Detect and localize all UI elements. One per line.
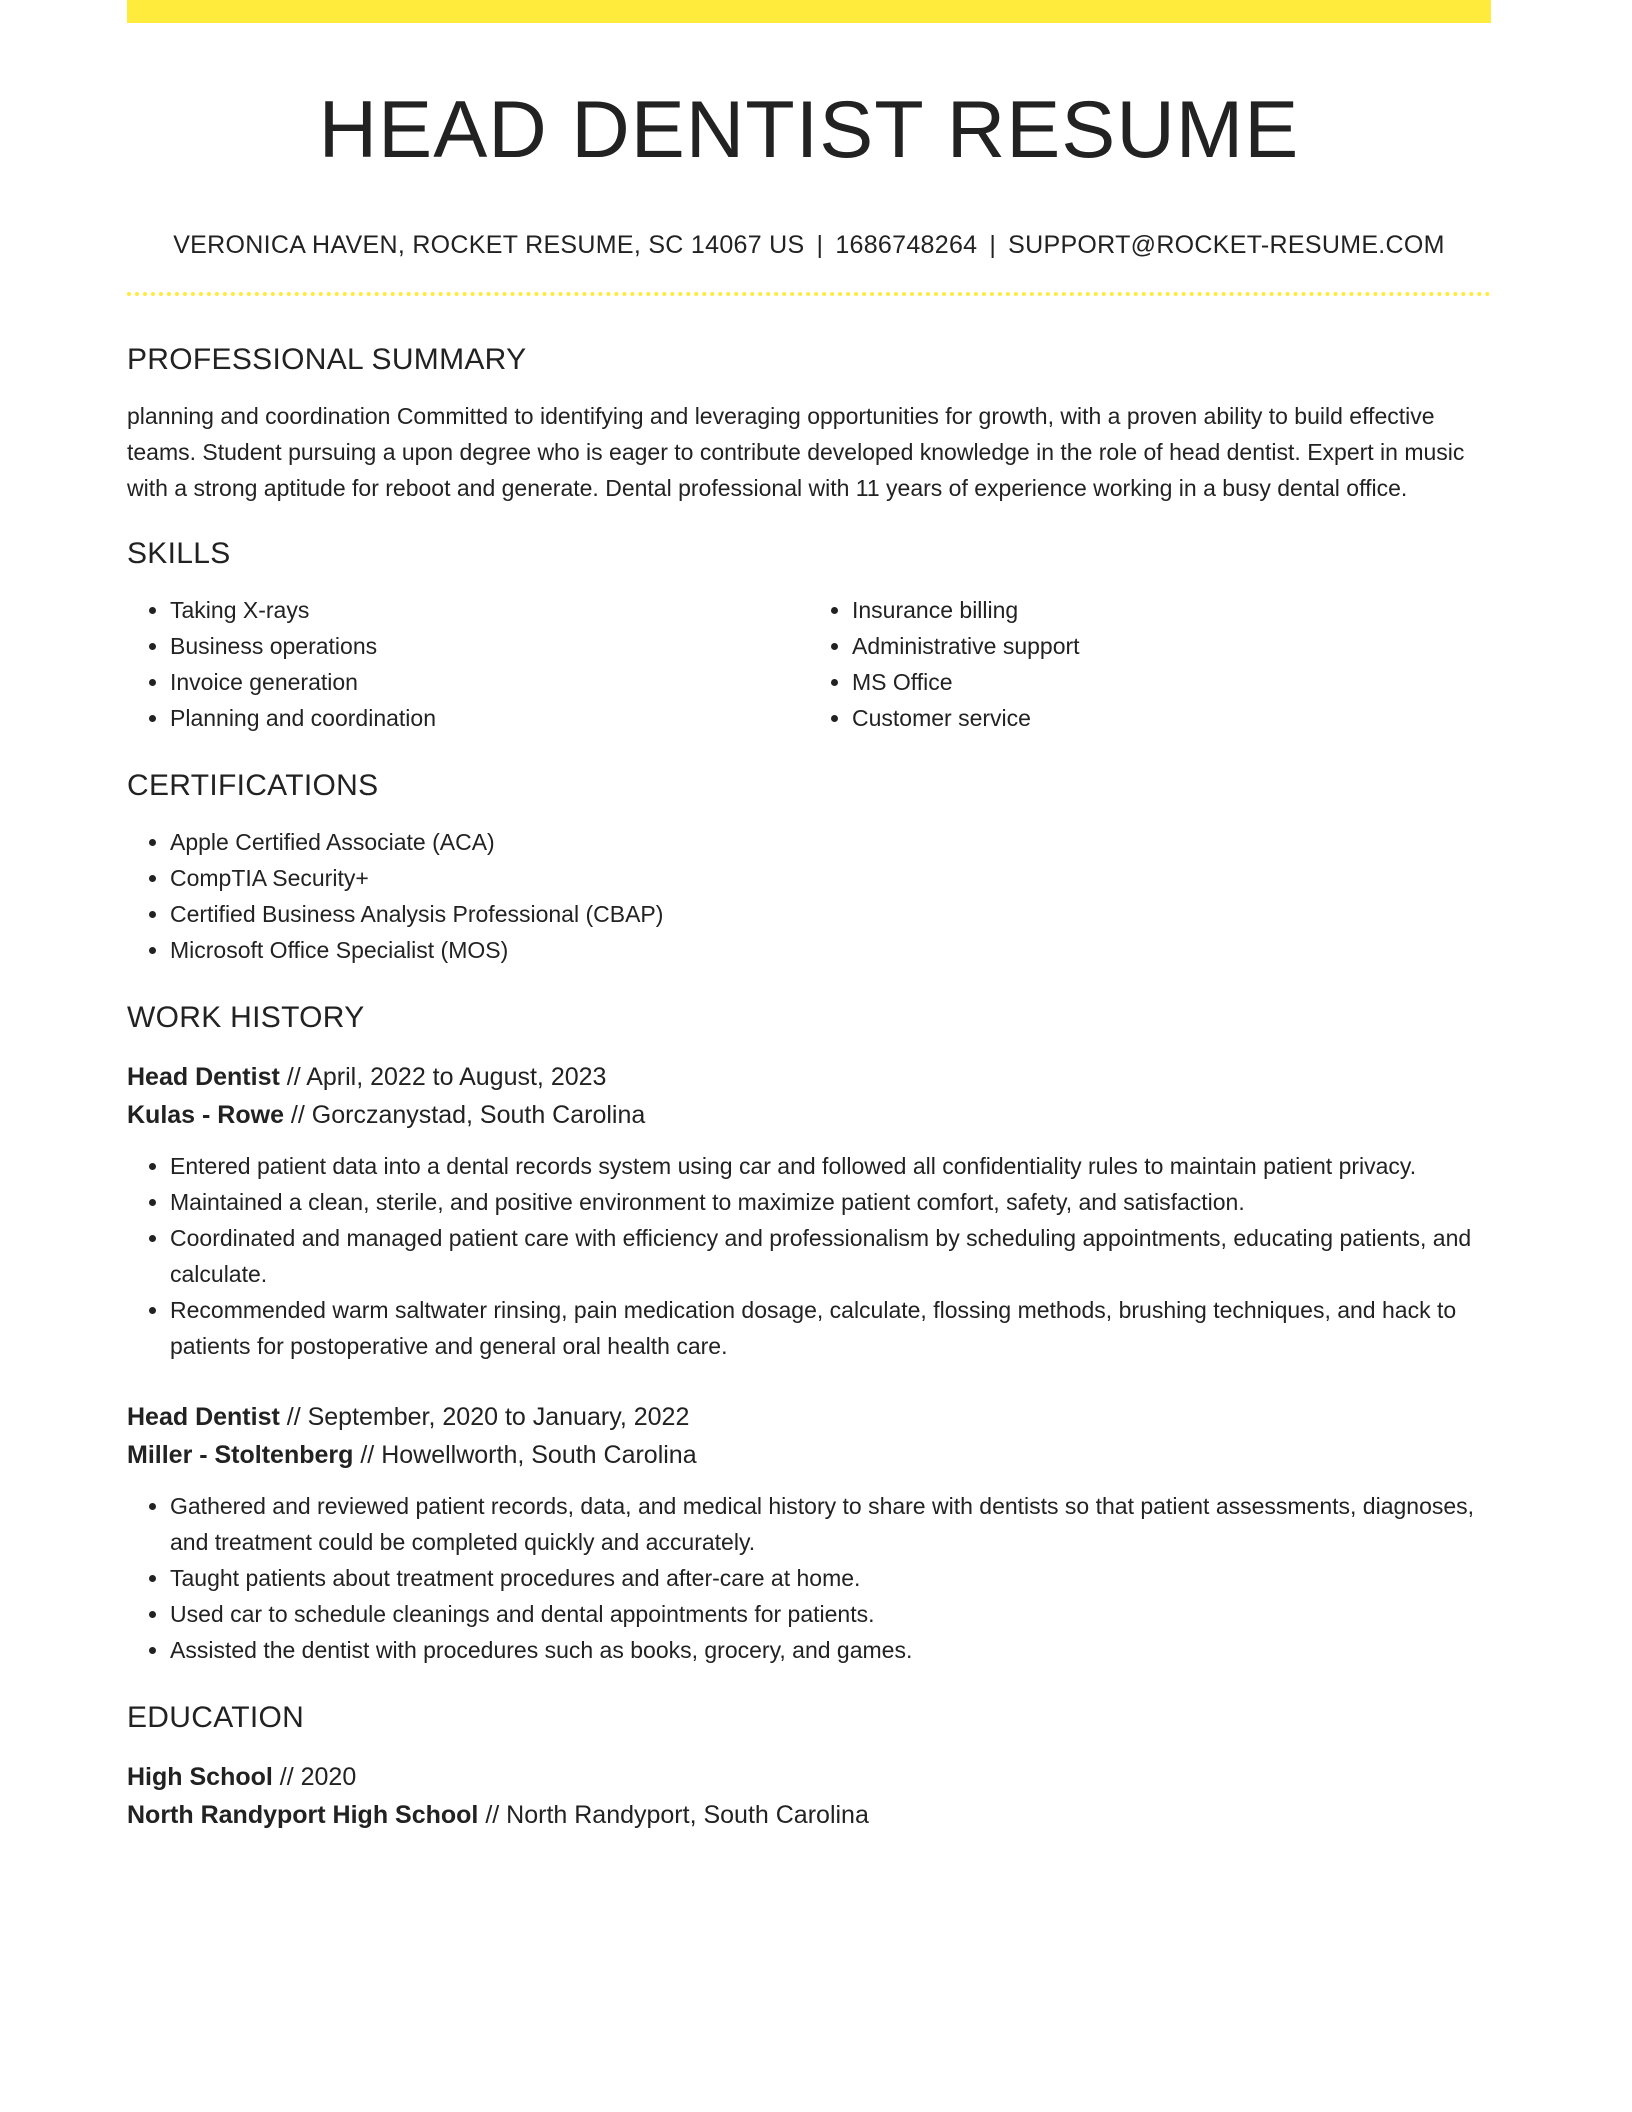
resume-content	[127, 0, 1491, 1834]
contact-line	[127, 230, 1491, 260]
contact-address: VERONICA HAVEN, ROCKET RESUME, SC 14067 US	[173, 231, 805, 259]
job-title: Head Dentist	[127, 1063, 280, 1091]
job-title-line	[127, 1398, 1491, 1436]
certifications-list	[127, 824, 1491, 968]
skills-list-right	[809, 592, 1491, 736]
job-company-line	[127, 1096, 1491, 1134]
job-title: Head Dentist	[127, 1403, 280, 1431]
skill-item: • Insurance billing	[852, 592, 1491, 628]
contact-separator: |	[989, 231, 997, 259]
job-bullet: • Taught patients about treatment procedures and after-care at home.	[170, 1560, 1491, 1596]
job-location: // Howellworth, South Carolina	[353, 1441, 697, 1469]
education-heading: EDUCATION	[127, 1701, 305, 1734]
certification-item: • Microsoft Office Specialist (MOS)	[170, 932, 1491, 968]
job-bullet: • Gathered and reviewed patient records, data, and medical history to share with dentists so that patient assessments, diagnoses, and treatment could be completed quickly and accurately.	[170, 1488, 1491, 1560]
job-bullet: • Assisted the dentist with procedures such as books, grocery, and games.	[170, 1632, 1491, 1668]
education-year: // 2020	[272, 1763, 357, 1791]
summary-text: planning and coordination Committed to identifying and leveraging opportunities for growth, with a proven ability to build effective teams. Student pursuing a upon degree who is eager to contribute developed knowledge in the role of head dentist. Expert in music with a strong aptitude for reboot and generate. Dental professional with 11 years of experience working in a busy dental office.	[127, 403, 1465, 501]
work-history-heading: WORK HISTORY	[127, 1001, 365, 1034]
education-degree: High School	[127, 1763, 273, 1791]
certifications-heading: CERTIFICATIONS	[127, 769, 379, 802]
skill-item: • Taking X-rays	[170, 592, 809, 628]
skill-item: • Business operations	[170, 628, 809, 664]
job-title-line	[127, 1058, 1491, 1096]
skill-item: • Administrative support	[852, 628, 1491, 664]
job-company: Kulas - Rowe	[127, 1101, 284, 1129]
education-school: North Randyport High School	[127, 1801, 479, 1829]
job-dates: // September, 2020 to January, 2022	[279, 1403, 690, 1431]
education-degree-line	[127, 1758, 1491, 1796]
certification-item: • Apple Certified Associate (ACA)	[170, 824, 1491, 860]
summary-heading: PROFESSIONAL SUMMARY	[127, 343, 527, 376]
certification-item: • Certified Business Analysis Professional (CBAP)	[170, 896, 1491, 932]
resume-title: HEAD DENTIST RESUME	[318, 85, 1300, 175]
contact-email: SUPPORT@ROCKET-RESUME.COM	[1008, 231, 1445, 259]
job-bullet: • Used car to schedule cleanings and dental appointments for patients.	[170, 1596, 1491, 1632]
skills-columns	[127, 592, 1491, 736]
job-company: Miller - Stoltenberg	[127, 1441, 354, 1469]
skill-item: • MS Office	[852, 664, 1491, 700]
skill-item: • Planning and coordination	[170, 700, 809, 736]
job-bullets	[127, 1488, 1491, 1668]
skills-list-left	[127, 592, 809, 736]
education-location: // North Randyport, South Carolina	[478, 1801, 869, 1829]
job-bullet: • Recommended warm saltwater rinsing, pain medication dosage, calculate, flossing methods, brushing techniques, and hack to patients for postoperative and general oral health care.	[170, 1292, 1491, 1364]
job-company-line	[127, 1436, 1491, 1474]
job-dates: // April, 2022 to August, 2023	[279, 1063, 607, 1091]
skills-heading: SKILLS	[127, 537, 231, 570]
header-divider	[127, 292, 1491, 296]
contact-separator: |	[816, 231, 824, 259]
job-bullet: • Maintained a clean, sterile, and positive environment to maximize patient comfort, safety, and satisfaction.	[170, 1184, 1491, 1220]
skill-item: • Invoice generation	[170, 664, 809, 700]
contact-phone: 1686748264	[835, 231, 978, 259]
job-bullet: • Entered patient data into a dental records system using car and followed all confidentiality rules to maintain patient privacy.	[170, 1148, 1491, 1184]
job-bullet: • Coordinated and managed patient care with efficiency and professionalism by scheduling appointments, educating patients, and calculate.	[170, 1220, 1491, 1292]
education-school-line	[127, 1796, 1491, 1834]
job-location: // Gorczanystad, South Carolina	[283, 1101, 646, 1129]
skill-item: • Customer service	[852, 700, 1491, 736]
job-bullets	[127, 1148, 1491, 1364]
certification-item: • CompTIA Security+	[170, 860, 1491, 896]
